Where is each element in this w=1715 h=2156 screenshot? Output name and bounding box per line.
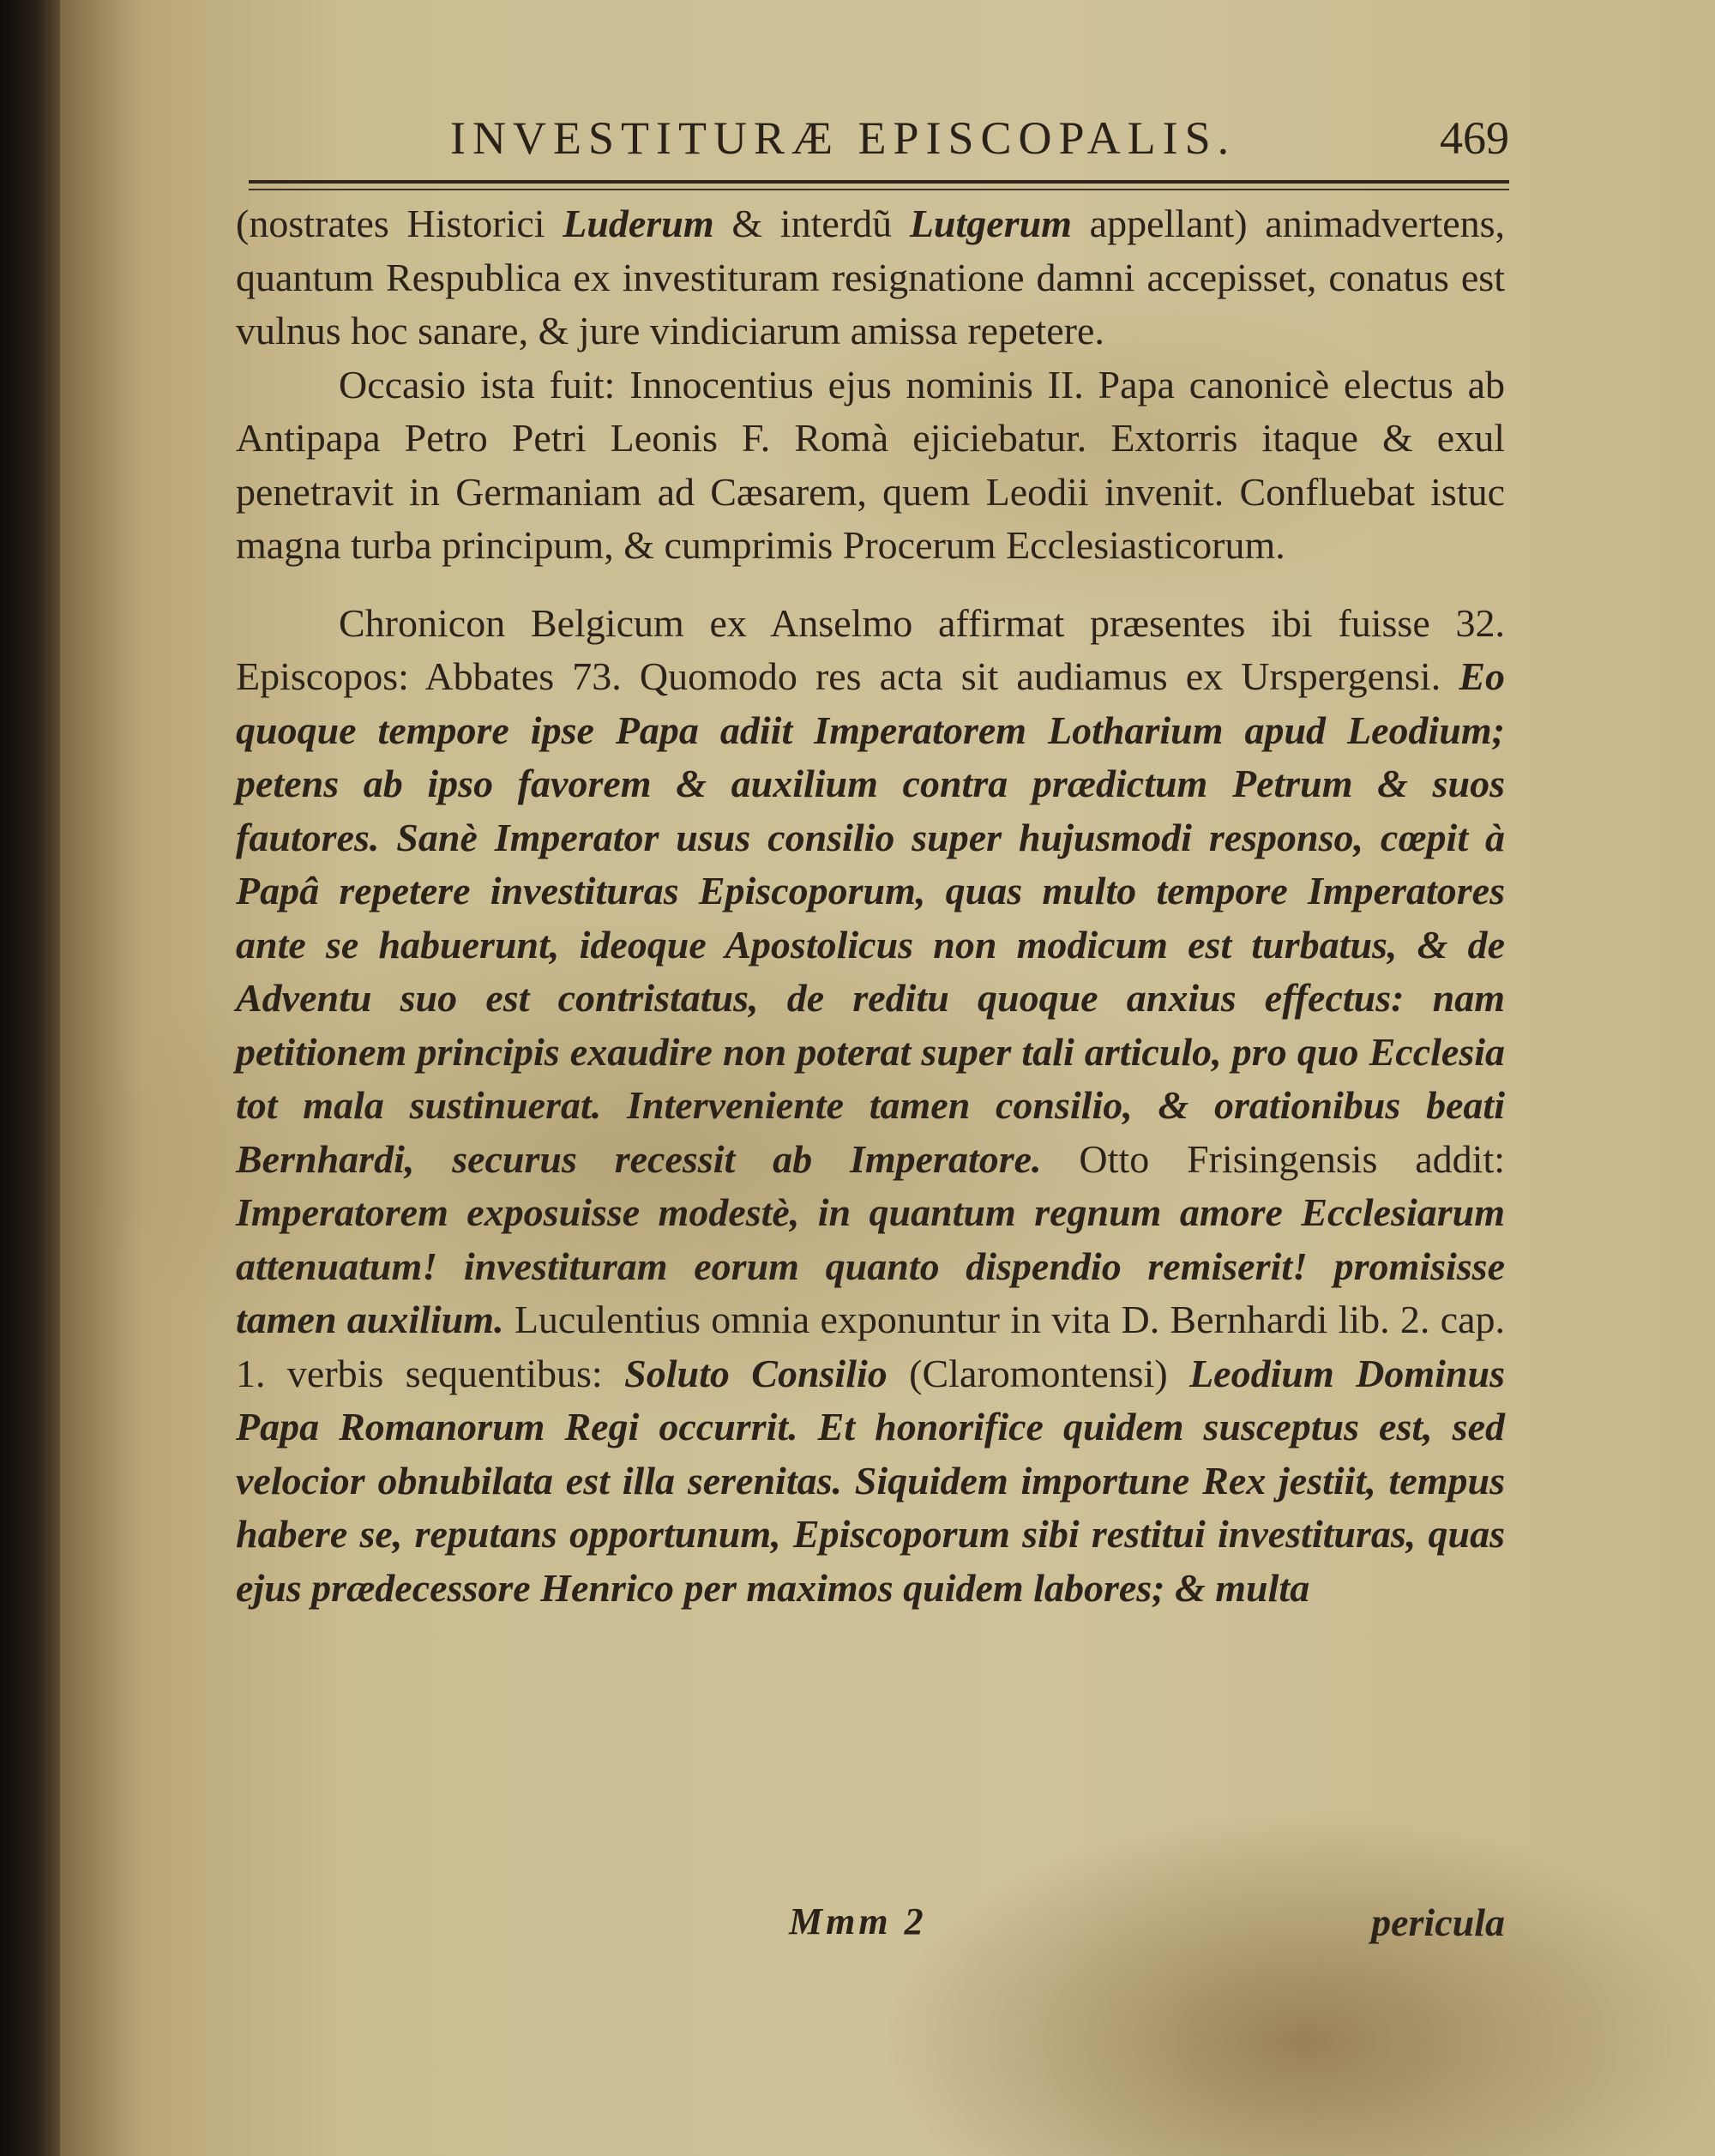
book-gutter — [0, 0, 67, 2156]
text-run: Luculentius omnia exponuntur in vita D. Bernhardi lib. 2. cap. 1. verbis sequentibus: — [236, 1298, 1505, 1395]
italic-run: Leodium Dominus Papa Romanorum Regi occurrit. Et honorifice quidem susceptus est, sed velocior obnubilata est illa serenitas. Siquidem importune Rex jestiit, tempus habere se, reputans opportunum, Episcoporum sibi restitui investituras, quas ejus prædecessore Henrico per maximos quidem labores; & multa — [236, 1351, 1505, 1610]
text-run: Occasio ista fuit: Innocentius ejus nominis II. Papa canonicè electus ab Antipapa Petro Petri Leonis F. Romà ejiciebatur. Extorris itaque & exul penetravit in Germaniam ad Cæsarem, quem Leodii invenit. Confluebat istuc magna turba principum, & cumprimis Procerum Ecclesiasticorum. — [236, 362, 1505, 567]
header-rule — [249, 180, 1509, 190]
page-number: 469 — [1440, 112, 1509, 164]
running-title: INVESTITURÆ EPISCOPALIS. — [450, 112, 1237, 164]
italic-run: Imperatorem exposuisse modestè, in quantum regnum amore Ecclesiarum attenuatum! investituram eorum quanto dispendio remiserit! promisisse tamen auxilium. — [236, 1190, 1505, 1341]
book-page — [60, 0, 1715, 2156]
paragraph-1 — [236, 197, 1505, 358]
italic-run: Luderum — [563, 202, 714, 245]
page-footer — [236, 1900, 1505, 1960]
text-run: (nostrates Historici — [236, 202, 563, 245]
paragraph-3 — [236, 597, 1505, 1616]
italic-run: Soluto Consilio — [624, 1351, 888, 1395]
text-run: Chronicon Belgicum ex Anselmo affirmat præsentes ibi fuisse 32. Episcopos: Abbates 73. Quomodo res acta sit audiamus ex Urspergensi. — [236, 600, 1505, 698]
italic-run: Eo quoque tempore ipse Papa adiit Imperatorem Lotharium apud Leodium; petens ab ipso favorem & auxilium contra prædictum Petrum & suos fautores. Sanè Imperator usus consilio super hujusmodi responso, cœpit à Papâ repetere investituras Episcoporum, quas multo tempore Imperatores ante se habuerunt, ideoque Apostolicus non modicum est turbatus, & de Adventu suo est contristatus, de reditu quoque anxius effectus: nam petitionem principis exaudire non poterat super tali articulo, pro quo Ecclesia tot mala sustinuerat. Interveniente tamen consilio, & orationibus beati Bernhardi, securus recessit ab Imperatore. — [236, 654, 1505, 1181]
body-text — [236, 197, 1505, 1615]
text-run: (Claromontensi) — [887, 1351, 1190, 1395]
italic-run: Lutgerum — [909, 202, 1072, 245]
signature-mark: Mmm 2 — [789, 1900, 927, 1942]
text-run: Otto Frisingensis addit: — [1041, 1136, 1506, 1181]
text-run: & interdũ — [713, 202, 910, 245]
page-header — [450, 111, 1509, 172]
text-run: appellant) animadvertens, quantum Respublica ex investituram resignatione damni accepisset, conatus est vulnus hoc sanare, & jure vindiciarum amissa repetere. — [236, 202, 1506, 352]
catchword: pericula — [1371, 1900, 1505, 1944]
paragraph-2 — [236, 358, 1505, 573]
